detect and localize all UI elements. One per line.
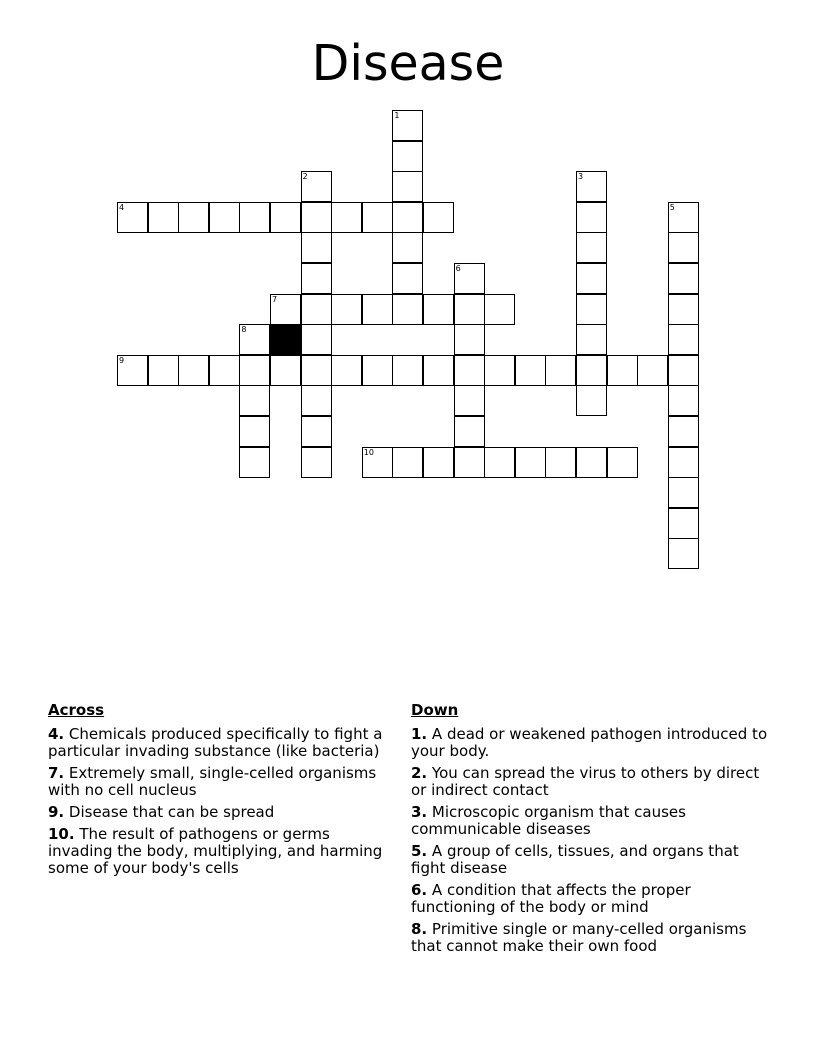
grid-cell[interactable] [668, 447, 699, 478]
grid-cell[interactable] [392, 447, 423, 478]
down-clue-1 [411, 726, 771, 760]
grid-cell[interactable] [423, 447, 454, 478]
clue-number-label: 2 [302, 172, 308, 182]
grid-cell[interactable] [454, 324, 485, 355]
grid-cell[interactable] [148, 202, 179, 233]
grid-cell[interactable] [454, 263, 485, 294]
grid-cell[interactable] [331, 355, 362, 386]
grid-cell[interactable] [607, 355, 638, 386]
grid-cell[interactable] [576, 263, 607, 294]
grid-cell[interactable] [239, 385, 270, 416]
down-clue-2 [411, 765, 771, 799]
grid-cell[interactable] [178, 202, 209, 233]
clue-number-label: 5 [669, 202, 675, 212]
grid-cell[interactable] [301, 324, 332, 355]
clue-number-label: 4 [119, 202, 125, 212]
clue-number-label: 6 [455, 264, 461, 273]
grid-cell[interactable] [209, 202, 240, 233]
grid-cell[interactable] [239, 447, 270, 478]
clue-number: 4. [48, 725, 65, 743]
clue-number-label: 3 [578, 172, 584, 182]
grid-cell[interactable] [576, 355, 607, 386]
clue-number: 6. [411, 881, 428, 899]
down-clue-3 [411, 804, 771, 838]
grid-cell[interactable] [668, 477, 699, 508]
clue-number: 1. [411, 725, 428, 743]
grid-cell[interactable] [668, 538, 699, 569]
grid-cell[interactable] [362, 202, 393, 233]
grid-cell[interactable] [668, 416, 699, 447]
grid-cell[interactable] [270, 294, 301, 325]
down-clue-5 [411, 843, 771, 877]
across-clues [48, 700, 398, 882]
grid-cell[interactable] [668, 355, 699, 386]
grid-cell[interactable] [545, 355, 576, 386]
grid-cell[interactable] [209, 355, 240, 386]
clue-text: A group of cells, tissues, and organs that fight disease [411, 842, 739, 877]
clue-number: 7. [48, 764, 65, 782]
grid-cell[interactable] [270, 202, 301, 233]
down-clue-6 [411, 882, 771, 916]
grid-cell[interactable] [239, 416, 270, 447]
grid-cell[interactable] [392, 141, 423, 172]
clue-text: Microscopic organism that causes communicable diseases [411, 803, 686, 838]
clue-text: A dead or weakened pathogen introduced to your body. [411, 725, 768, 760]
grid-cell[interactable] [392, 202, 423, 233]
grid-cell[interactable] [454, 447, 485, 478]
clue-text: A condition that affects the proper functioning of the body or mind [411, 881, 691, 916]
clue-text: The result of pathogens or germs invading the body, multiplying, and harming some of your body's cells [48, 825, 383, 877]
grid-cell[interactable] [668, 294, 699, 325]
clue-number: 8. [411, 920, 428, 938]
across-clue-9 [48, 804, 398, 821]
clue-number-label: 10 [363, 447, 374, 457]
grid-cell[interactable] [454, 416, 485, 447]
grid-cell[interactable] [637, 355, 668, 386]
grid-cell[interactable] [515, 447, 546, 478]
grid-cell[interactable] [668, 263, 699, 294]
grid-cell[interactable] [484, 294, 515, 325]
clue-text: Extremely small, single-celled organisms with no cell nucleus [48, 764, 377, 799]
across-heading: Across [48, 701, 105, 719]
grid-cell[interactable] [576, 447, 607, 478]
grid-cell[interactable] [392, 355, 423, 386]
clue-number-label: 7 [272, 294, 278, 304]
grid-cell[interactable] [178, 355, 209, 386]
grid-cell[interactable] [484, 447, 515, 478]
grid-cell[interactable] [668, 324, 699, 355]
puzzle-title: Disease [311, 35, 505, 92]
across-clue-10 [48, 826, 398, 877]
grid-cell[interactable] [576, 324, 607, 355]
clue-number: 3. [411, 803, 428, 821]
grid-cell[interactable] [362, 447, 393, 478]
grid-cell[interactable] [239, 324, 270, 355]
clue-number: 2. [411, 764, 428, 782]
across-clue-4 [48, 726, 398, 760]
grid-cell[interactable] [668, 385, 699, 416]
grid-cell[interactable] [301, 263, 332, 294]
grid-cell[interactable] [392, 294, 423, 325]
grid-cell[interactable] [423, 294, 454, 325]
clue-number-label: 8 [241, 325, 247, 335]
grid-cell[interactable] [515, 355, 546, 386]
grid-cell[interactable] [484, 355, 515, 386]
grid-cell[interactable] [576, 171, 607, 202]
grid-cell[interactable] [239, 202, 270, 233]
clue-number-label: 9 [119, 355, 125, 365]
grid-cell[interactable] [301, 202, 332, 233]
grid-cell[interactable] [454, 355, 485, 386]
grid-cell[interactable] [301, 294, 332, 325]
grid-cell[interactable] [301, 385, 332, 416]
grid-cell[interactable] [331, 202, 362, 233]
grid-cell[interactable] [301, 447, 332, 478]
grid-cell[interactable] [392, 232, 423, 263]
grid-cell[interactable] [423, 355, 454, 386]
grid-cell[interactable] [362, 355, 393, 386]
clue-number: 9. [48, 803, 65, 821]
grid-cell[interactable] [668, 232, 699, 263]
across-clue-7 [48, 765, 398, 799]
down-clues [411, 700, 771, 960]
grid-cell[interactable] [301, 416, 332, 447]
grid-cell[interactable] [117, 202, 148, 233]
grid-cell[interactable] [270, 355, 301, 386]
grid-cell[interactable] [392, 171, 423, 202]
grid-cell[interactable] [423, 202, 454, 233]
grid-cell[interactable] [362, 294, 393, 325]
grid-cell[interactable] [301, 232, 332, 263]
grid-cell[interactable] [454, 385, 485, 416]
grid-cell[interactable] [576, 232, 607, 263]
clue-number: 5. [411, 842, 428, 860]
clue-text: You can spread the virus to others by direct or indirect contact [411, 764, 760, 799]
grid-cell[interactable] [301, 171, 332, 202]
grid-cell[interactable] [668, 202, 699, 233]
grid-cell[interactable] [392, 263, 423, 294]
grid-cell[interactable] [454, 294, 485, 325]
grid-cell[interactable] [148, 355, 179, 386]
grid-cell[interactable] [607, 447, 638, 478]
grid-cell[interactable] [576, 294, 607, 325]
grid-cell[interactable] [239, 355, 270, 386]
grid-cell[interactable] [576, 385, 607, 416]
down-heading: Down [411, 701, 459, 719]
clue-number-label: 1 [394, 111, 400, 120]
down-clue-8 [411, 921, 771, 955]
grid-block [270, 324, 301, 355]
grid-cell[interactable] [668, 508, 699, 539]
grid-cell[interactable] [392, 110, 423, 141]
clue-text: Disease that can be spread [68, 803, 275, 821]
clue-number: 10. [48, 825, 75, 843]
clue-text: Primitive single or many-celled organisms that cannot make their own food [411, 920, 747, 955]
grid-cell[interactable] [331, 294, 362, 325]
grid-cell[interactable] [117, 355, 148, 386]
grid-cell[interactable] [301, 355, 332, 386]
grid-cell[interactable] [576, 202, 607, 233]
grid-cell[interactable] [545, 447, 576, 478]
clue-text: Chemicals produced specifically to fight a particular invading substance (like bacteria) [48, 725, 383, 760]
